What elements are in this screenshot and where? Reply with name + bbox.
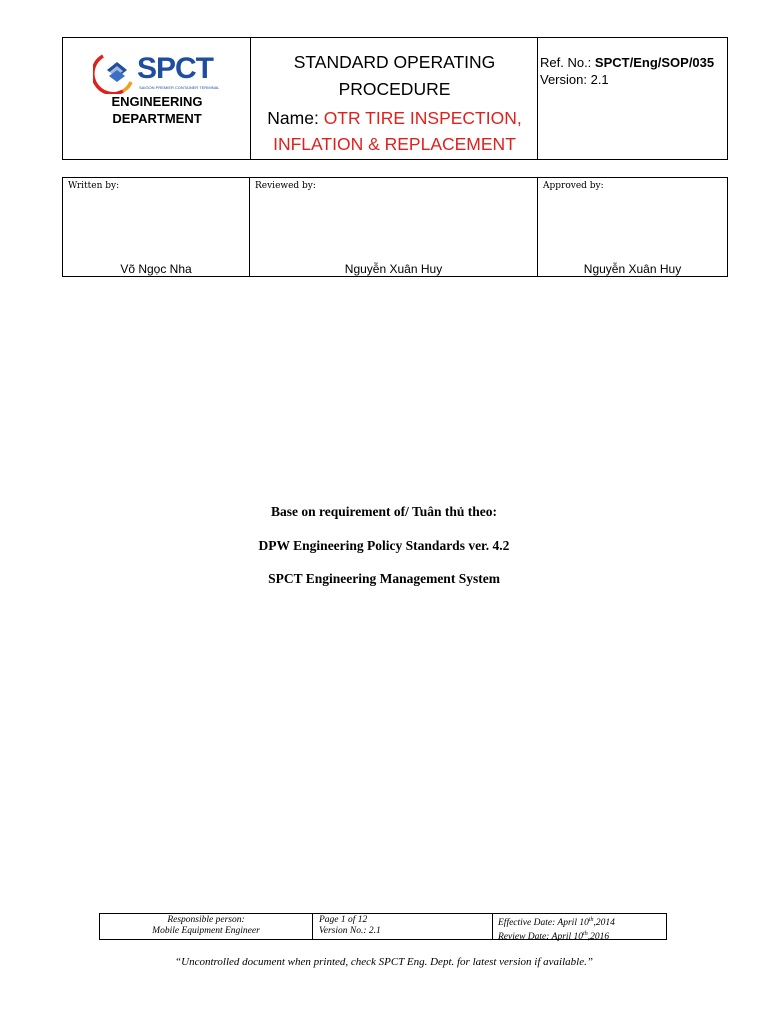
requirement-heading: Base on requirement of/ Tuân thủ theo: <box>270 504 498 519</box>
approved-by-label: Approved by: <box>543 181 604 191</box>
footer-version: Version No.: 2.1 <box>319 926 381 936</box>
responsible-label: Responsible person: <box>167 915 245 925</box>
logo-tagline: SAIGON PREMIER CONTAINER TERMINAL <box>139 85 220 90</box>
review-date-prefix: Review Date: April 10 <box>498 932 584 943</box>
review-date-sup: th <box>583 931 588 938</box>
written-by-name: Võ Ngọc Nha <box>120 262 192 276</box>
signature-table <box>62 177 728 277</box>
effective-date-prefix: Effective Date: April 10 <box>498 918 589 929</box>
effective-date <box>498 915 666 929</box>
version: Version: 2.1 <box>540 72 609 87</box>
title-line-2: PROCEDURE <box>338 79 451 99</box>
ref-label: Ref. No.: <box>540 55 592 70</box>
reviewed-by-cell <box>250 178 538 276</box>
effective-date-suffix: ,2014 <box>593 918 615 929</box>
reviewed-by-name: Nguyễn Xuân Huy <box>344 262 443 276</box>
written-by-label: Written by: <box>68 181 120 191</box>
ref-number <box>540 55 714 70</box>
ref-cell <box>538 38 727 159</box>
ref-value: SPCT/Eng/SOP/035 <box>594 55 715 70</box>
page-cell <box>313 914 493 939</box>
approved-by-name: Nguyễn Xuân Huy <box>583 262 682 276</box>
logo-text: SPCT <box>137 52 214 85</box>
review-date-suffix: ,2016 <box>587 932 610 943</box>
header-table <box>62 37 728 160</box>
dates-cell <box>493 914 666 943</box>
review-date <box>498 929 666 943</box>
department-line-2: DEPARTMENT <box>112 111 202 126</box>
effective-date-sup: th <box>588 917 594 923</box>
footer-table <box>99 913 667 943</box>
responsible-value: Mobile Equipment Engineer <box>152 926 260 936</box>
management-system: SPCT Engineering Management System <box>268 571 500 586</box>
name-value-1: OTR TIRE INSPECTION, <box>323 108 522 128</box>
spct-logo-icon <box>93 52 137 94</box>
title-line-1: STANDARD OPERATING <box>293 52 496 72</box>
written-by-cell <box>63 178 250 276</box>
responsible-cell <box>100 914 313 939</box>
reviewed-by-label: Reviewed by: <box>255 181 316 191</box>
page-number: Page 1 of 12 <box>319 915 368 925</box>
logo-cell <box>63 38 251 159</box>
approved-by-cell <box>538 178 727 276</box>
spct-logo <box>93 52 223 94</box>
policy-standard: DPW Engineering Policy Standards ver. 4.2 <box>258 538 510 553</box>
department-line-1: ENGINEERING <box>111 94 203 109</box>
name-label: Name: <box>267 108 319 128</box>
name-line <box>251 105 538 131</box>
name-value-2: INFLATION & REPLACEMENT <box>273 134 516 154</box>
title-cell <box>251 38 538 159</box>
disclaimer: “Uncontrolled document when printed, check SPCT Eng. Dept. for latest version if available.” <box>175 956 593 968</box>
